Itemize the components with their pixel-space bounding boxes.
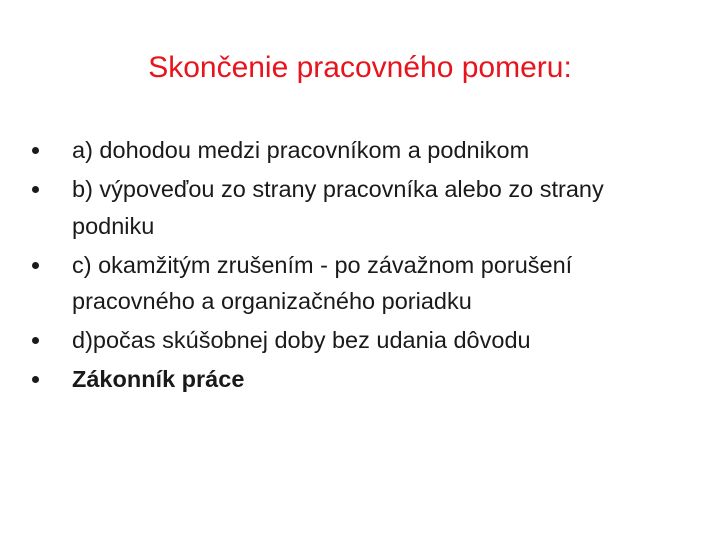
slide-title: Skončenie pracovného pomeru: <box>148 51 572 84</box>
bullet-list <box>32 132 692 400</box>
bullet-dot-icon <box>32 147 39 154</box>
bullet-dot-icon <box>32 337 39 344</box>
bullet-dot-icon <box>32 186 39 193</box>
bullet-item-d <box>32 322 692 359</box>
bullet-dot-icon <box>32 376 39 383</box>
bullet-item-c <box>32 247 692 320</box>
bullet-text: d)počas skúšobnej doby bez udania dôvodu <box>72 327 531 353</box>
bullet-item-law <box>32 361 692 398</box>
bullet-item-a <box>32 132 692 169</box>
bullet-text: Zákonník práce <box>72 366 245 392</box>
bullet-text: b) výpoveďou zo strany pracovníka alebo zo strany podniku <box>72 176 604 239</box>
bullet-text: a) dohodou medzi pracovníkom a podnikom <box>72 137 530 163</box>
bullet-item-b <box>32 171 692 244</box>
bullet-text: c) okamžitým zrušením - po závažnom porušení pracovného a organizačného poriadku <box>72 251 573 314</box>
bullet-dot-icon <box>32 262 39 269</box>
